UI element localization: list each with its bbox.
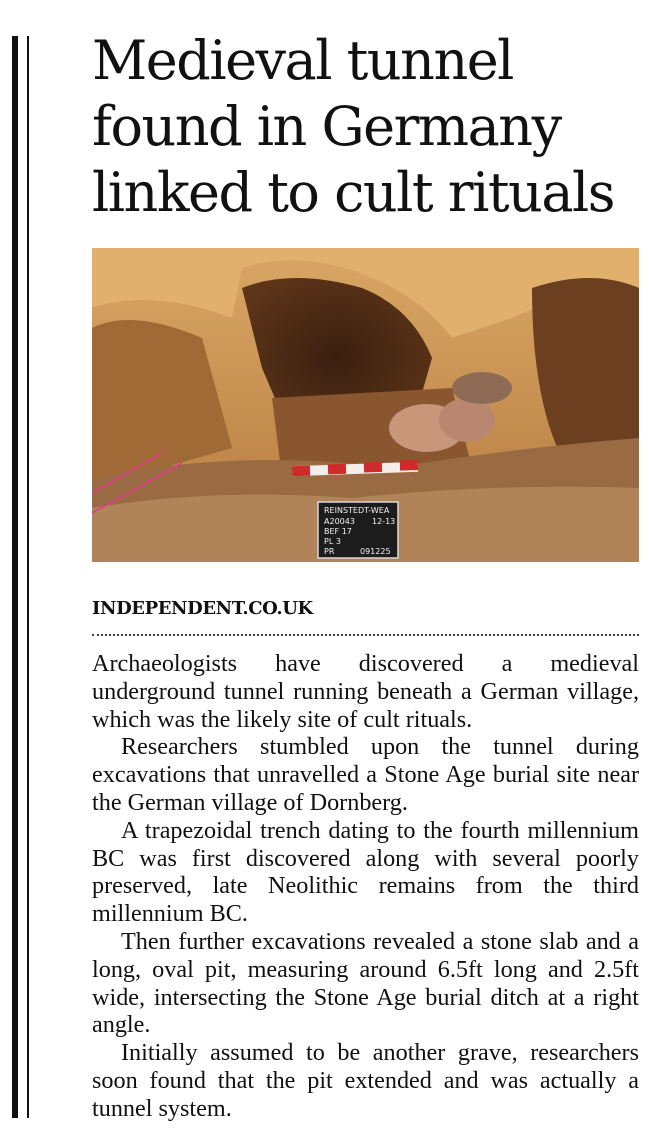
svg-text:PR: PR (324, 547, 335, 556)
headline: Medieval tunnel found in Germany linked to cult rituals (92, 29, 615, 224)
left-accent-rule (12, 36, 18, 1118)
svg-text:091225: 091225 (360, 547, 391, 556)
svg-text:REINSTEDT-WEA: REINSTEDT-WEA (324, 506, 390, 515)
left-accent-rule-thin (27, 36, 29, 1118)
paragraph-4: Then further excavations revealed a stone slab and a long, oval pit, measuring around 6.5ft long and 2.5ft wide, intersecting the Stone Age burial ditch at a right angle. (92, 927, 639, 1039)
dotted-divider (92, 634, 639, 636)
paragraph-5: Initially assumed to be another grave, researchers soon found that the pit extended and was actually a tunnel system. (92, 1039, 639, 1122)
article-body (92, 650, 639, 1123)
photo-placard (318, 502, 398, 558)
paragraph-2: Researchers stumbled upon the tunnel during excavations that unravelled a Stone Age burial site near the German village of Dornberg. (92, 733, 639, 816)
source-label: INDEPENDENT.CO.UK (92, 598, 313, 619)
svg-text:PL 3: PL 3 (324, 537, 341, 546)
paragraph-3: A trapezoidal trench dating to the fourth millennium BC was first discovered along with several poorly preserved, late Neolithic remains from the third millennium BC. (92, 816, 639, 928)
svg-text:BEF 17: BEF 17 (324, 527, 352, 536)
svg-text:12-13: 12-13 (372, 517, 396, 526)
svg-text:A20043: A20043 (324, 517, 355, 526)
excavation-photo (92, 248, 639, 562)
paragraph-1: Archaeologists have discovered a medieval underground tunnel running beneath a German village, which was the likely site of cult rituals. (92, 650, 639, 733)
